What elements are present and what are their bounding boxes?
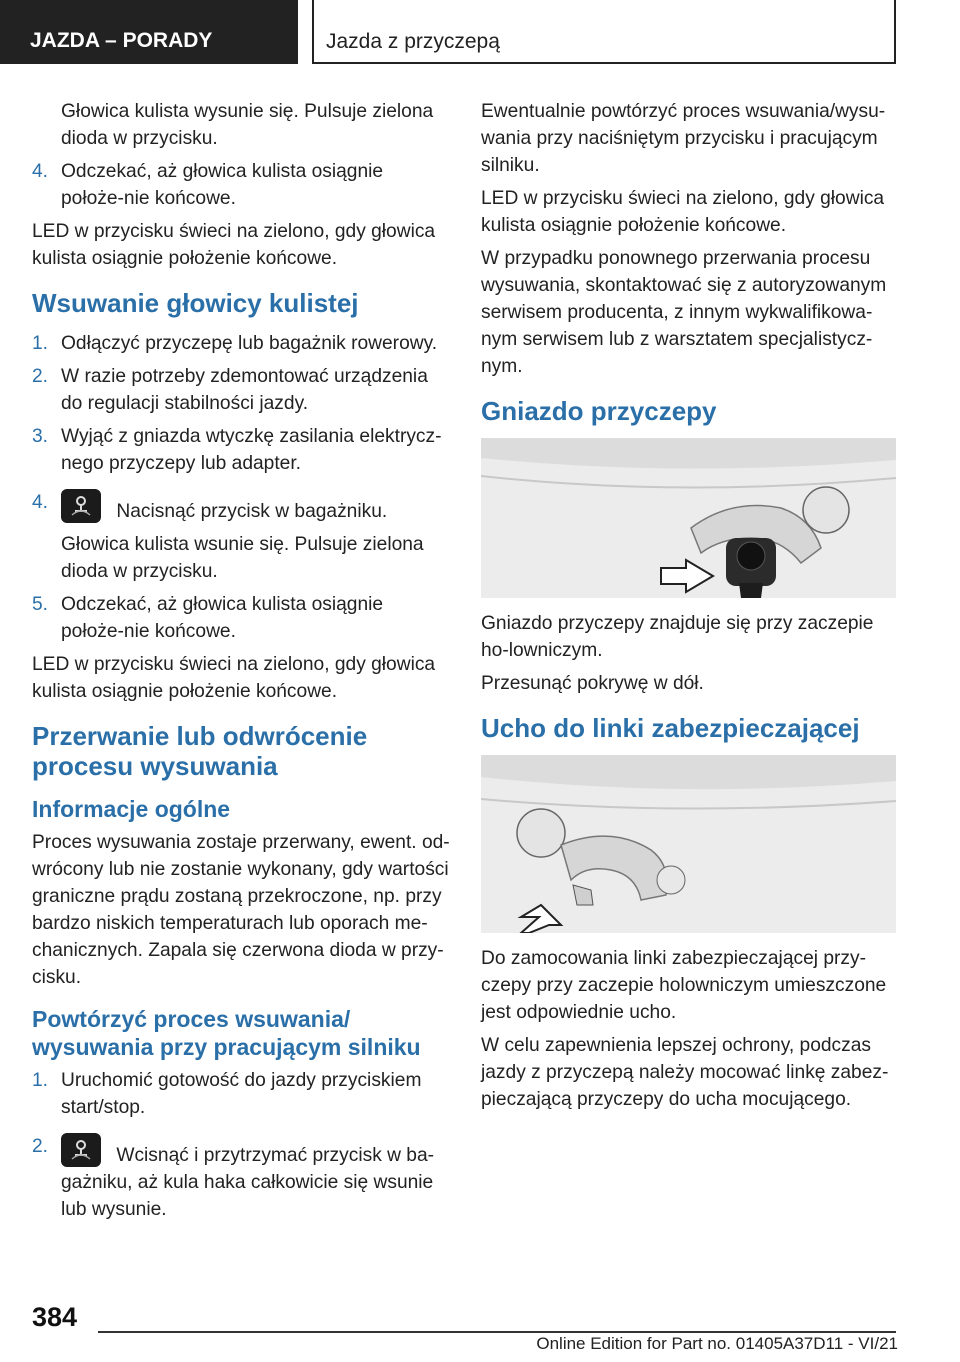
page-number: 384: [32, 1302, 78, 1332]
header-chapter-label: Jazda z przyczepą: [326, 30, 500, 53]
step-text: Nacisnąć przycisk w bagażniku.: [116, 501, 388, 522]
paragraph: Głowica kulista wsunie się. Pulsuje zielona dioda w przycisku.: [61, 534, 424, 582]
step-item: [32, 1067, 450, 1121]
section-heading-gniazdo: Gniazdo przyczepy: [481, 396, 717, 426]
paragraph: Ewentualnie powtórzyć proces wsuwania/wysu‐wania przy naciśniętym przycisku i pracującym silniku.: [481, 101, 886, 176]
step-number: 4.: [32, 492, 49, 513]
step-number: 4.: [32, 161, 49, 182]
step-item: [32, 330, 450, 357]
paragraph: W celu zapewnienia lepszej ochrony, podczas jazdy z przyczepą należy mocować linkę zabez‐pieczającą przyczepy do ucha mocującego.: [481, 1035, 889, 1110]
step-item: [32, 1133, 450, 1223]
section-heading-ucho: Ucho do linki zabezpieczającej: [481, 713, 860, 743]
step-item: [32, 158, 450, 212]
paragraph: W przypadku ponownego przerwania procesu wysuwania, skontaktować się z autoryzowanym serwisem producenta, z innym wykwalifikowa‐nym serwisem lub z warsztatem specjalistycz‐nym.: [481, 248, 887, 377]
step-number: 5.: [32, 594, 49, 615]
step-item: [32, 591, 450, 645]
paragraph: Gniazdo przyczepy znajduje się przy zaczepie ho‐lowniczym.: [481, 613, 874, 661]
paragraph: Do zamocowania linki zabezpieczającej przy‐czepy przy zaczepie holowniczym umieszczone jest odpowiednie ucho.: [481, 948, 887, 1023]
right-column: [481, 98, 896, 1119]
left-column: [32, 98, 450, 1229]
step-text: Uruchomić gotowość do jazdy przyciskiem start/stop.: [61, 1070, 422, 1118]
safety-eye-image: [481, 755, 896, 933]
paragraph: Proces wysuwania zostaje przerwany, ewent. od‐wrócony lub nie zostanie wykonany, gdy wartości graniczne prądu zostaną przekroczone, np. przy bardzo niskich temperaturach lub oporach me‐chanicznych. Zapala się czerwona dioda w przy‐cisku.: [32, 832, 450, 988]
step-item: [32, 423, 450, 477]
paragraph: Przesunąć pokrywę w dół.: [481, 673, 704, 694]
step-item: [32, 489, 450, 525]
footer-divider: [98, 1331, 896, 1333]
step-item: [32, 363, 450, 417]
paragraph: LED w przycisku świeci na zielono, gdy głowica kulista osiągnie położenie końcowe.: [32, 654, 436, 702]
header-section-label: JAZDA – PORADY: [30, 29, 213, 52]
subsection-heading-info: Informacje ogólne: [32, 796, 231, 822]
header-chapter: [312, 0, 896, 64]
paragraph: LED w przycisku świeci na zielono, gdy głowica kulista osiągnie położenie końcowe.: [481, 188, 885, 236]
subsection-heading-powtorzyc: Powtórzyć proces wsuwania/ wysuwania przy pracującym silniku: [32, 1006, 421, 1060]
step-text: Wcisnąć i przytrzymać przycisk w ba‐gażniku, aż kula haka całkowicie się wsunie lub wysunie.: [61, 1145, 435, 1220]
footer-edition: Online Edition for Part no. 01405A37D11 - VI/21: [536, 1334, 898, 1353]
section-heading-wsuwanie: Wsuwanie głowicy kulistej: [32, 288, 359, 318]
step-number: 3.: [32, 426, 49, 447]
step-number: 1.: [32, 1070, 49, 1091]
step-number: 2.: [32, 1136, 49, 1157]
paragraph: Głowica kulista wysunie się. Pulsuje zielona dioda w przycisku.: [61, 101, 434, 149]
paragraph: LED w przycisku świeci na zielono, gdy głowica kulista osiągnie położenie końcowe.: [32, 221, 436, 269]
step-text: Odłączyć przyczepę lub bagażnik rowerowy.: [61, 333, 438, 354]
step-number: 2.: [32, 366, 49, 387]
section-heading-przerwanie: Przerwanie lub odwrócenie procesu wysuwania: [32, 721, 368, 781]
header-section: [0, 0, 298, 64]
trailer-socket-image: [481, 438, 896, 598]
step-text: W razie potrzeby zdemontować urządzenia do regulacji stabilności jazdy.: [61, 366, 428, 414]
step-text: Wyjąć z gniazda wtyczkę zasilania elektrycz‐nego przyczepy lub adapter.: [61, 426, 442, 474]
towbar-button-icon: [61, 1133, 101, 1167]
step-text: Odczekać, aż głowica kulista osiągnie położe‐nie końcowe.: [61, 594, 384, 642]
towbar-button-icon: [61, 489, 101, 523]
step-number: 1.: [32, 333, 49, 354]
step-text: Odczekać, aż głowica kulista osiągnie położe‐nie końcowe.: [61, 161, 384, 209]
